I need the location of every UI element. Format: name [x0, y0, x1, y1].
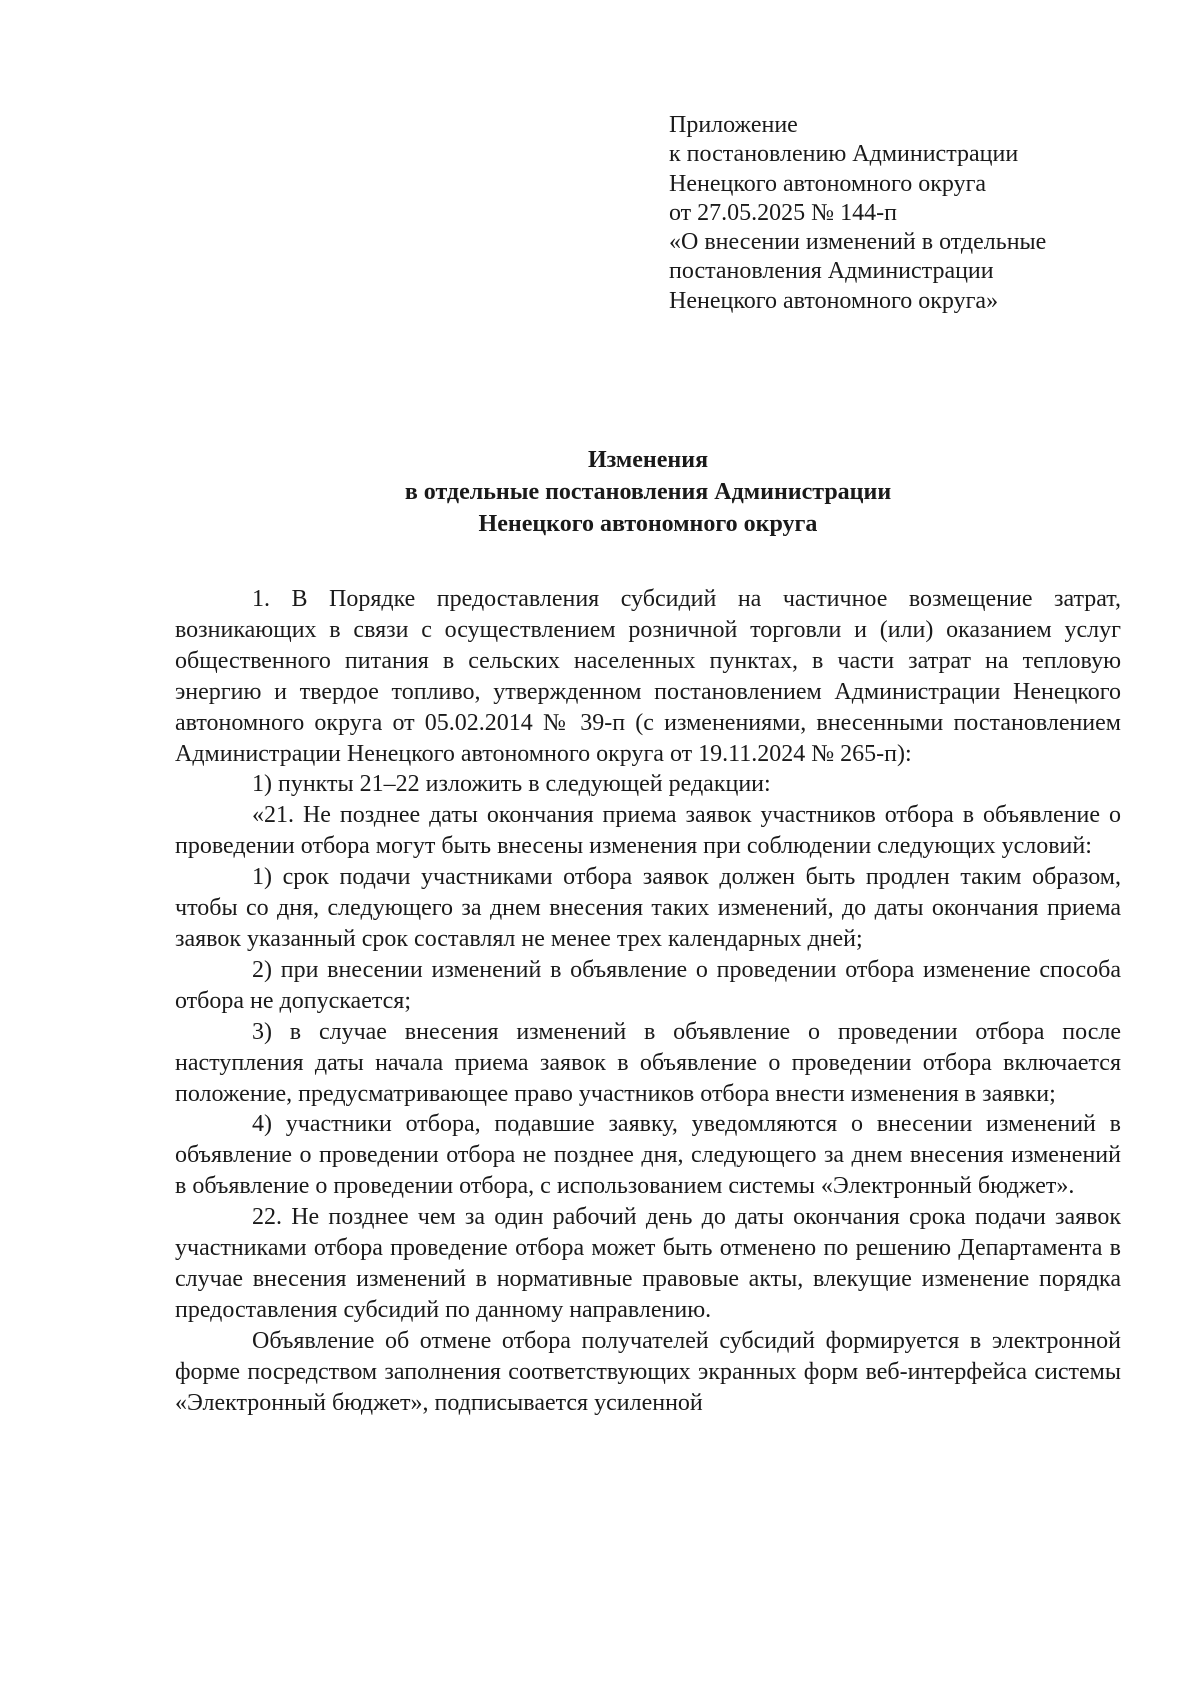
appendix-line: к постановлению Администрации — [669, 141, 1019, 168]
appendix-line: Ненецкого автономного округа» — [669, 287, 999, 314]
title-line: Изменения — [587, 447, 709, 473]
document-title — [175, 444, 1121, 540]
title-line: в отдельные постановления Администрации — [404, 479, 892, 505]
paragraph: 1. В Порядке предоставления субсидий на частичное возмещение затрат, возникающих в связи с осуществлением розничной торговли и (или) оказанием услуг общественного питания в сельских населенных пунктах, в части затрат на тепловую энергию и твердое топливо, утвержденном постановлением Администрации Ненецкого автономного округа от 05.02.2014 № 39-п (с изменениями, внесенными постановлением Администрации Ненецкого автономного округа от 19.11.2024 № 265-п): — [175, 586, 1121, 767]
appendix-line: «О внесении изменений в отдельные — [669, 229, 1047, 256]
title-line: Ненецкого автономного округа — [478, 511, 818, 537]
appendix-line: от 27.05.2025 № 144-п — [669, 199, 897, 226]
document-body — [175, 584, 1121, 1418]
paragraph: 3) в случае внесения изменений в объявление о проведении отбора после наступления даты начала приема заявок в объявление о проведении отбора включается положение, предусматривающее право участников отбора внести изменения в заявки; — [175, 1018, 1121, 1107]
appendix-header — [669, 111, 1139, 316]
paragraph: 1) срок подачи участниками отбора заявок должен быть продлен таким образом, чтобы со дня, следующего за днем внесения таких изменений, до даты окончания приема заявок указанный срок составлял не менее трех календарных дней; — [175, 864, 1121, 952]
paragraph: 2) при внесении изменений в объявление о проведении отбора изменение способа отбора не допускается; — [175, 956, 1121, 1014]
appendix-line: постановления Администрации — [669, 258, 994, 285]
paragraph: 1) пункты 21–22 изложить в следующей редакции: — [252, 771, 771, 798]
appendix-line: Приложение — [669, 112, 798, 138]
appendix-line: Ненецкого автономного округа — [669, 170, 987, 197]
paragraph: 4) участники отбора, подавшие заявку, уведомляются о внесении изменений в объявление о проведении отбора не позднее дня, следующего за днем внесения изменений в объявление о проведении отбора, с использованием системы «Электронный бюджет». — [175, 1111, 1121, 1200]
paragraph: Объявление об отмене отбора получателей субсидий формируется в электронной форме посредством заполнения соответствующих экранных форм веб-интерфейса системы «Электронный бюджет», подписывается усиленной — [175, 1327, 1121, 1416]
paragraph: «21. Не позднее даты окончания приема заявок участников отбора в объявление о проведении отбора могут быть внесены изменения при соблюдении следующих условий: — [175, 802, 1121, 860]
paragraph: 22. Не позднее чем за один рабочий день до даты окончания срока подачи заявок участниками отбора проведение отбора может быть отменено по решению Департамента в случае внесения изменений в нормативные правовые акты, влекущие изменение порядка предоставления субсидий по данному направлению. — [175, 1204, 1121, 1323]
